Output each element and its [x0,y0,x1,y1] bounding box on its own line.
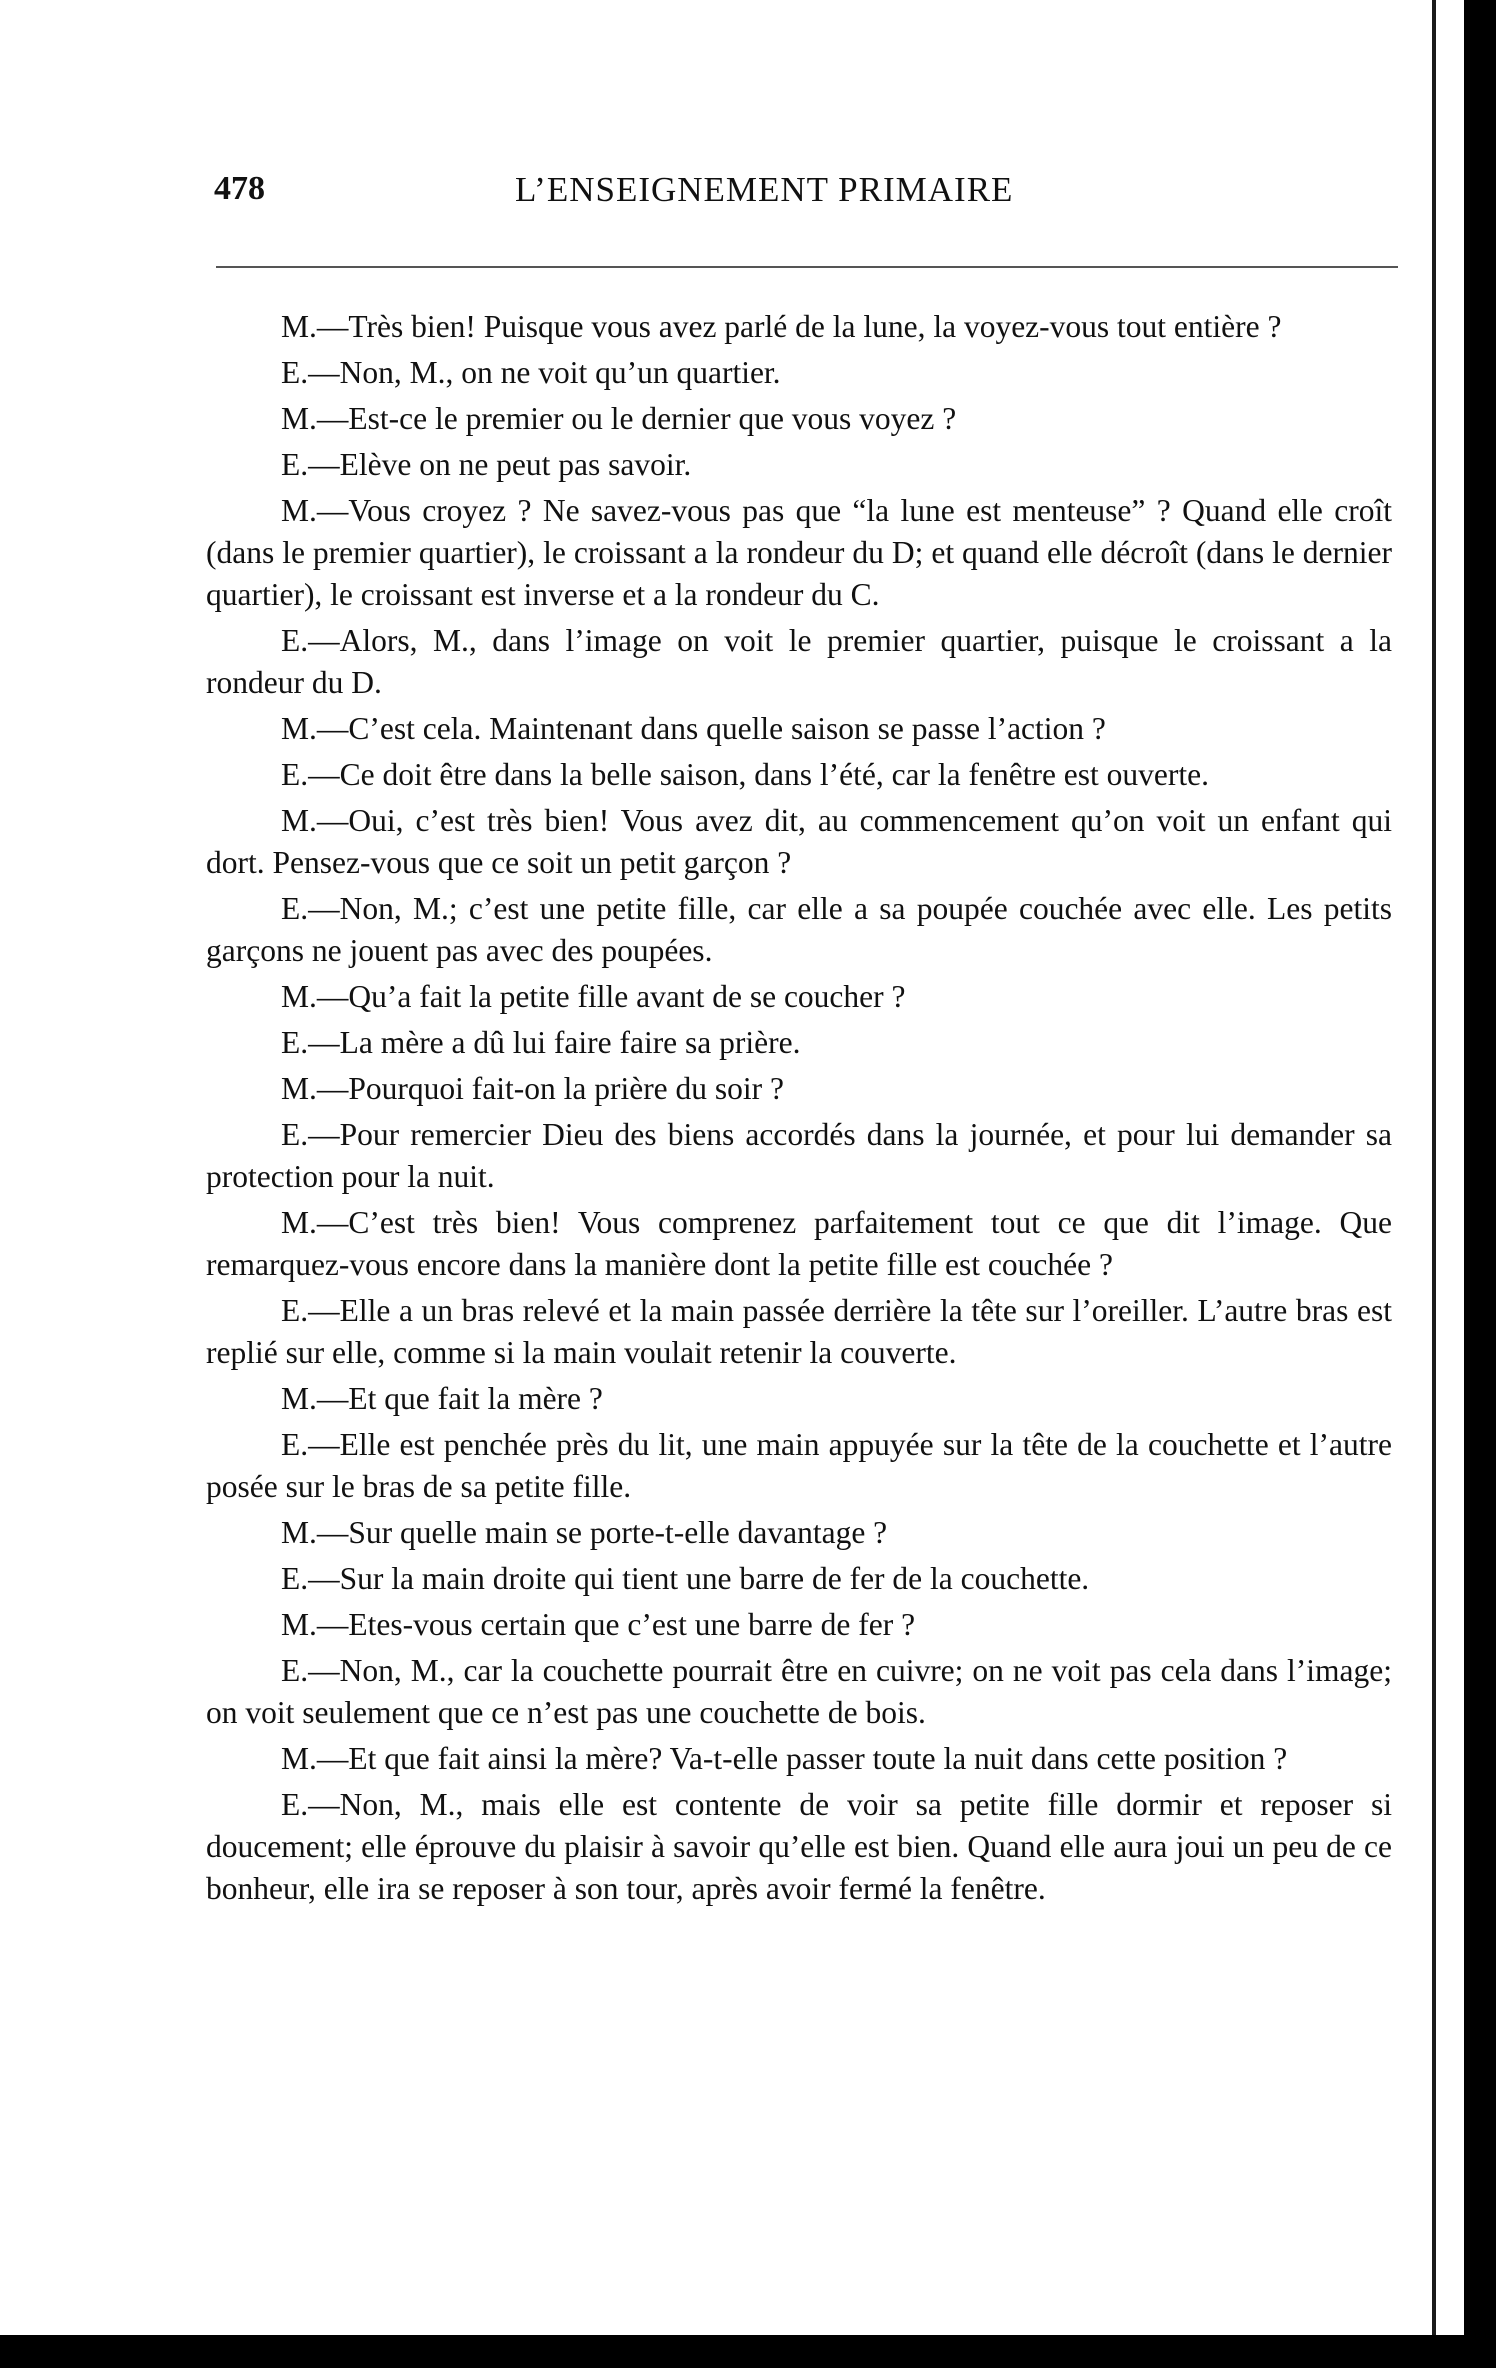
paragraph: E.—Elle a un bras relevé et la main passée derrière la tête sur l’oreiller. L’autre bras est replié sur elle, comme si la main voulait retenir la couverte. [206,1293,1392,1370]
paragraph: E.—Alors, M., dans l’image on voit le premier quartier, puisque le croissant a la rondeur du D. [206,623,1392,700]
paragraph: E.—Non, M., on ne voit qu’un quartier. [281,355,781,390]
paragraph: E.—La mère a dû lui faire faire sa prière. [281,1025,801,1060]
page-edge-shadow [1432,0,1436,2335]
paragraph: E.—Ce doit être dans la belle saison, dans l’été, car la fenêtre est ouverte. [281,757,1210,792]
paragraph: M.—Et que fait la mère ? [281,1381,603,1416]
paragraph: M.—Qu’a fait la petite fille avant de se coucher ? [281,979,906,1014]
paragraph: E.—Non, M., mais elle est contente de voir sa petite fille dormir et reposer si doucement; elle éprouve du plaisir à savoir qu’elle est bien. Quand elle aura joui un peu de ce bonheur, elle ira se reposer à son tour, après avoir fermé la fenêtre. [206,1787,1392,1906]
paragraph: E.—Elève on ne peut pas savoir. [281,447,692,482]
header-rule [216,266,1398,268]
paragraph: M.—Vous croyez ? Ne savez-vous pas que “la lune est menteuse” ? Quand elle croît (dans le premier quartier), le croissant a la rondeur du D; et quand elle décroît (dans le dernier quartier), le croissant est inverse et a la rondeur du C. [206,493,1392,612]
paragraph: E.—Sur la main droite qui tient une barre de fer de la couchette. [281,1561,1090,1596]
paragraph: M.—Pourquoi fait-on la prière du soir ? [281,1071,785,1106]
page-number: 478 [214,170,265,207]
page-body [206,306,1392,1914]
scan-border-bottom [0,2335,1496,2368]
paragraph: M.—C’est très bien! Vous comprenez parfaitement tout ce que dit l’image. Que remarquez-vous encore dans la manière dont la petite fille est couchée ? [206,1205,1392,1282]
paragraph: E.—Elle est penchée près du lit, une main appuyée sur la tête de la couchette et l’autre posée sur le bras de sa petite fille. [206,1427,1392,1504]
paragraph: M.—Est-ce le premier ou le dernier que vous voyez ? [281,401,957,436]
running-title: L’ENSEIGNEMENT PRIMAIRE [515,170,1014,209]
paragraph: M.—Etes-vous certain que c’est une barre de fer ? [281,1607,916,1642]
paragraph: M.—Et que fait ainsi la mère? Va-t-elle passer toute la nuit dans cette position ? [281,1741,1288,1776]
paragraph: E.—Non, M.; c’est une petite fille, car elle a sa poupée couchée avec elle. Les petits garçons ne jouent pas avec des poupées. [206,891,1392,968]
paragraph: M.—Oui, c’est très bien! Vous avez dit, au commencement qu’on voit un enfant qui dort. Pensez-vous que ce soit un petit garçon ? [206,803,1392,880]
paragraph: M.—Très bien! Puisque vous avez parlé de la lune, la voyez-vous tout entière ? [281,309,1282,344]
paragraph: E.—Pour remercier Dieu des biens accordés dans la journée, et pour lui demander sa protection pour la nuit. [206,1117,1392,1194]
paragraph: E.—Non, M., car la couchette pourrait être en cuivre; on ne voit pas cela dans l’image; on voit seulement que ce n’est pas une couchette de bois. [206,1653,1392,1730]
scan-border-right [1464,0,1496,2368]
paragraph: M.—C’est cela. Maintenant dans quelle saison se passe l’action ? [281,711,1106,746]
paragraph: M.—Sur quelle main se porte-t-elle davantage ? [281,1515,888,1550]
